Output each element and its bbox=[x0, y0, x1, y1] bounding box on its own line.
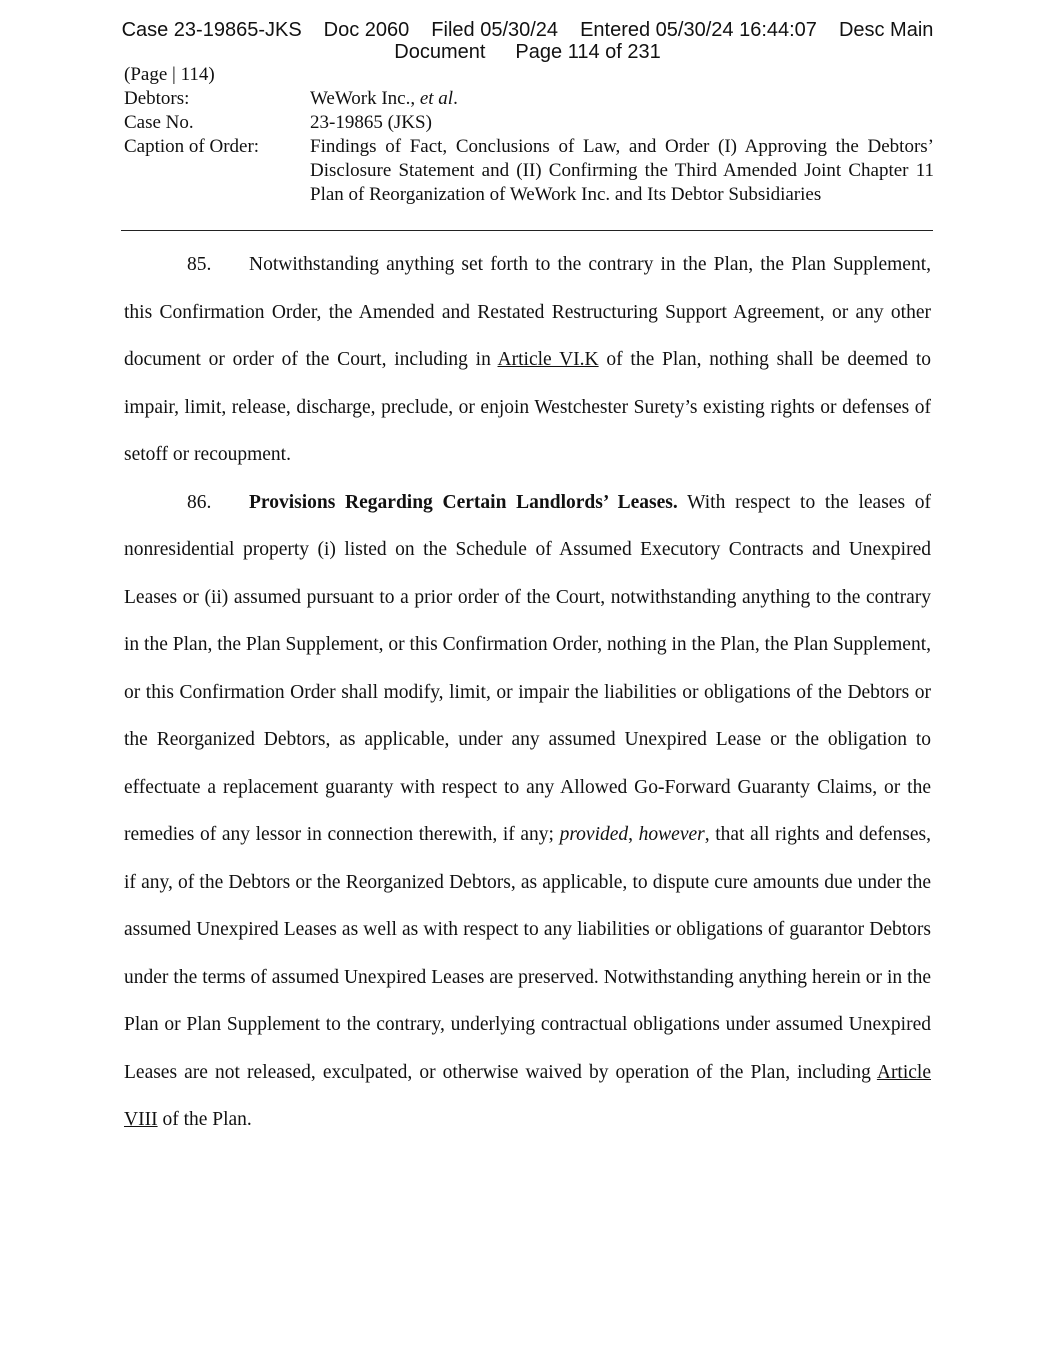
desc-label: Desc Main bbox=[838, 19, 934, 41]
order-caption-value: Findings of Fact, Conclusions of Law, and Order (I) Approving the Debtors’ Disclosure Statement and (II) Confirming the Third Amended Joint Chapter 11 Plan of Reorganization of WeWork Inc. and Its Debtor Subsidiaries bbox=[310, 136, 934, 205]
court-filing-stamp bbox=[0, 19, 1055, 63]
article-vi-k-reference: Article VI.K bbox=[497, 349, 599, 370]
caption-debtors-row bbox=[124, 87, 934, 111]
entered-date: Entered 05/30/24 16:44:07 bbox=[580, 19, 817, 41]
case-caption bbox=[124, 63, 934, 207]
doc-number: Doc 2060 bbox=[323, 19, 410, 41]
debtors-value: WeWork Inc., et al. bbox=[310, 88, 458, 109]
case-no-value: 23-19865 (JKS) bbox=[310, 112, 432, 133]
caption-page-ref-row bbox=[124, 63, 934, 87]
article-viii-reference: Article VIII bbox=[124, 1061, 931, 1130]
page-count: Page 114 of 231 bbox=[515, 41, 661, 63]
paragraph-85: 85. Notwithstanding anything set forth to the contrary in the Plan, the Plan Supplement, this Confirmation Order, the Amended and Restated Restructuring Support Agreement, or any other document or order of the Court, including in Article VI.K of the Plan, nothing shall be deemed to impair, limit, release, discharge, preclude, or enjoin Westchester Surety’s existing rights or defenses of setoff or recoupment. bbox=[124, 241, 931, 479]
debtors-label: Debtors: bbox=[124, 88, 190, 109]
caption-divider bbox=[121, 230, 933, 231]
order-caption-label: Caption of Order: bbox=[124, 136, 260, 157]
stamp-line-1 bbox=[0, 19, 1055, 41]
case-number: Case 23-19865-JKS bbox=[121, 19, 302, 41]
paragraph-heading: Provisions Regarding Certain Landlords’ Leases. bbox=[249, 491, 678, 513]
paragraph-number: 85. bbox=[187, 254, 212, 275]
stamp-line-2 bbox=[0, 41, 1055, 63]
caption-order-row bbox=[124, 135, 934, 207]
document-label: Document bbox=[394, 41, 486, 63]
filed-date: Filed 05/30/24 bbox=[431, 19, 559, 41]
document-body bbox=[124, 241, 931, 1144]
case-no-label: Case No. bbox=[124, 112, 194, 133]
paragraph-86: 86. Provisions Regarding Certain Landlords’ Leases. With respect to the leases of nonresidential property (i) listed on the Schedule of Assumed Executory Contracts and Unexpired Leases or (ii) assumed pursuant to a prior order of the Court, notwithstanding anything to the contrary in the Plan, the Plan Supplement, or this Confirmation Order, nothing in the Plan, the Plan Supplement, or this Confirmation Order shall modify, limit, or impair the liabilities or obligations of the Debtors or the Reorganized Debtors, as applicable, under any assumed Unexpired Lease or the obligation to effectuate a replacement guaranty with respect to any Allowed Go-Forward Guaranty Claims, or the remedies of any lessor in connection therewith, if any; provided, however, that all rights and defenses, if any, of the Debtors or the Reorganized Debtors, as applicable, to dispute cure amounts due under the assumed Unexpired Leases as well as with respect to any liabilities or obligations of guarantor Debtors under the terms of assumed Unexpired Leases are preserved. Notwithstanding anything herein or in the Plan or Plan Supplement to the contrary, underlying contractual obligations under assumed Unexpired Leases are not released, exculpated, or otherwise waived by operation of the Plan, including Article VIII of the Plan. bbox=[124, 479, 931, 1144]
paragraph-number: 86. bbox=[187, 491, 212, 513]
caption-case-row bbox=[124, 111, 934, 135]
page-reference: (Page | 114) bbox=[124, 64, 215, 85]
